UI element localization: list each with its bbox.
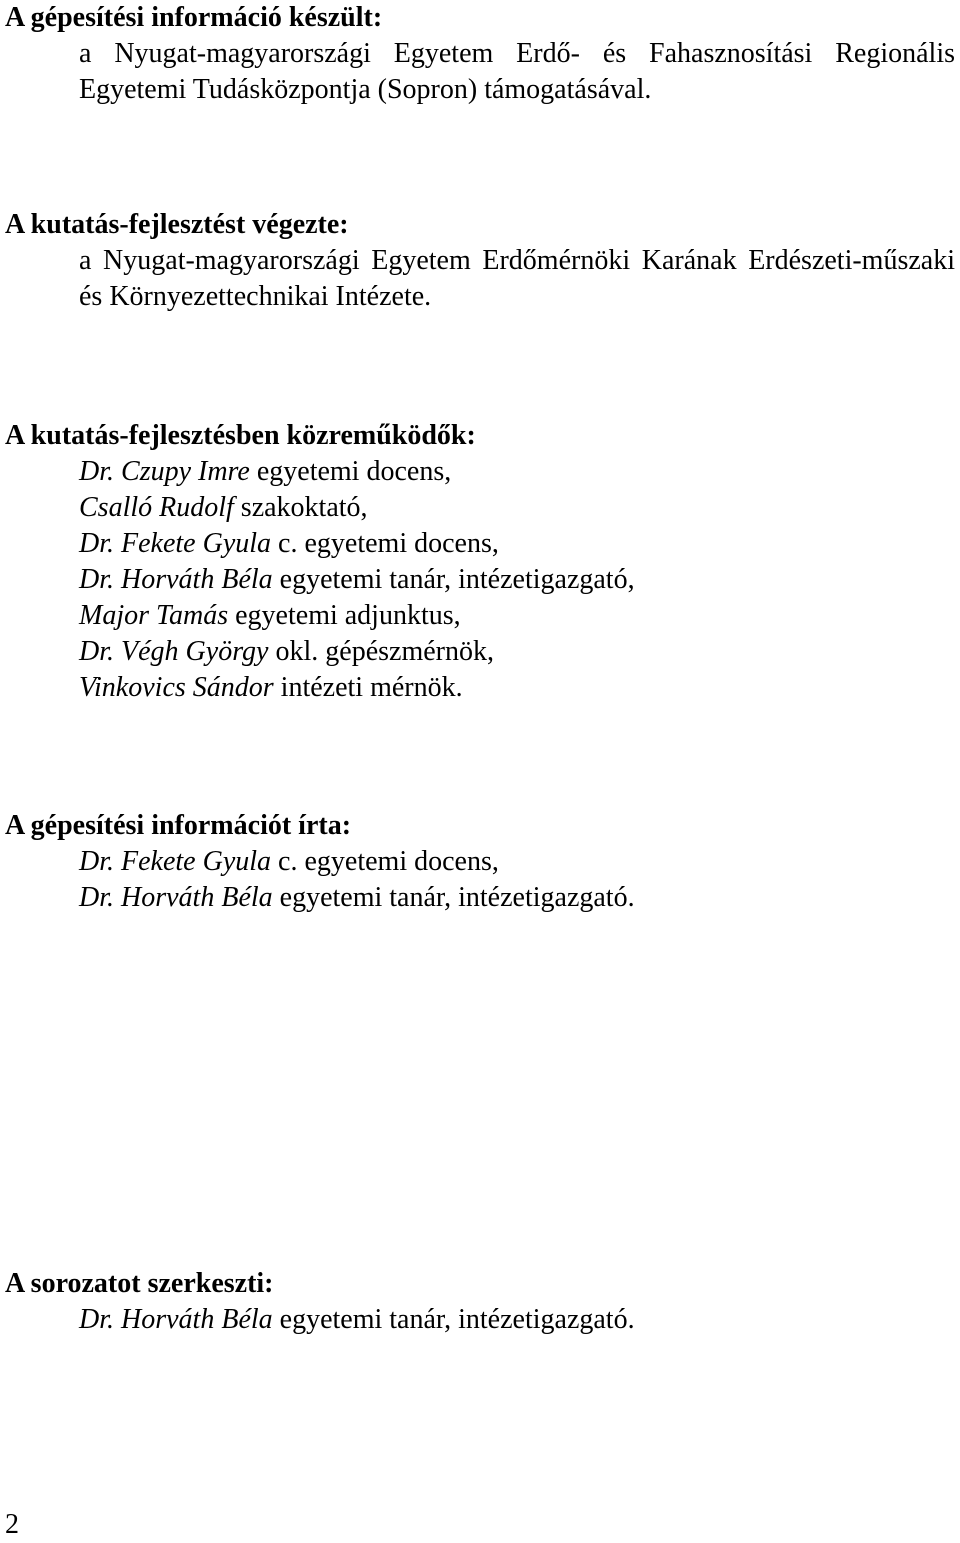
section-heading: A gépesítési információ készült:: [5, 2, 383, 33]
person-name: Vinkovics Sándor: [79, 672, 274, 703]
page-number: 2: [5, 1509, 19, 1540]
person-name: Dr. Fekete Gyula: [79, 846, 272, 877]
contributor-line: [79, 634, 955, 670]
person-role: egyetemi tanár, intézetigazgató.: [279, 1304, 635, 1335]
contributor-line: [79, 562, 955, 598]
section-text: a Nyugat-magyarországi Egyetem Erdőmérnöki Karának Erdészeti-műszaki és Környezettechnikai Intézete.: [79, 245, 955, 312]
section-heading: A sorozatot szerkeszti:: [5, 1268, 274, 1299]
person-role: egyetemi tanár, intézetigazgató.: [279, 882, 635, 913]
person-role: szakoktató,: [240, 492, 368, 523]
section-heading: A kutatás-fejlesztést végezte:: [5, 209, 349, 240]
person-name: Dr. Fekete Gyula: [79, 528, 272, 559]
person-role: okl. gépészmérnök,: [275, 636, 494, 667]
section-mechanization-info: [5, 0, 960, 108]
author-list: [79, 844, 955, 916]
contributor-line: [79, 598, 955, 634]
section-heading: A gépesítési információt írta:: [5, 810, 352, 841]
person-name: Major Tamás: [79, 600, 229, 631]
section-heading: A kutatás-fejlesztésben közreműködők:: [5, 420, 476, 451]
person-name: Dr. Czupy Imre: [79, 456, 250, 487]
person-name: Dr. Horváth Béla: [79, 564, 273, 595]
contributor-line: [79, 454, 955, 490]
author-line: [79, 844, 955, 880]
person-name: Dr. Horváth Béla: [79, 882, 273, 913]
section-rnd-performed: [5, 207, 960, 315]
contributor-line: [79, 526, 955, 562]
section-series-editor: [5, 1266, 960, 1338]
contributor-line: [79, 490, 955, 526]
section-contributors: [5, 418, 960, 706]
person-role: egyetemi tanár, intézetigazgató,: [279, 564, 635, 595]
editor-list: [79, 1302, 955, 1338]
author-line: [79, 880, 955, 916]
section-authors: [5, 808, 960, 916]
editor-line: [79, 1302, 955, 1338]
section-text: a Nyugat-magyarországi Egyetem Erdő- és Fahasznosítási Regionális Egyetemi Tudásközpontja (Sopron) támogatásával.: [79, 38, 955, 105]
person-role: egyetemi docens,: [256, 456, 452, 487]
person-role: c. egyetemi docens,: [278, 528, 499, 559]
person-name: Dr. Végh György: [79, 636, 269, 667]
contributor-line: [79, 670, 955, 706]
person-name: Dr. Horváth Béla: [79, 1304, 273, 1335]
person-role: egyetemi adjunktus,: [235, 600, 461, 631]
person-name: Csalló Rudolf: [79, 492, 234, 523]
person-role: intézeti mérnök.: [280, 672, 463, 703]
contributor-list: [79, 454, 955, 706]
person-role: c. egyetemi docens,: [278, 846, 499, 877]
